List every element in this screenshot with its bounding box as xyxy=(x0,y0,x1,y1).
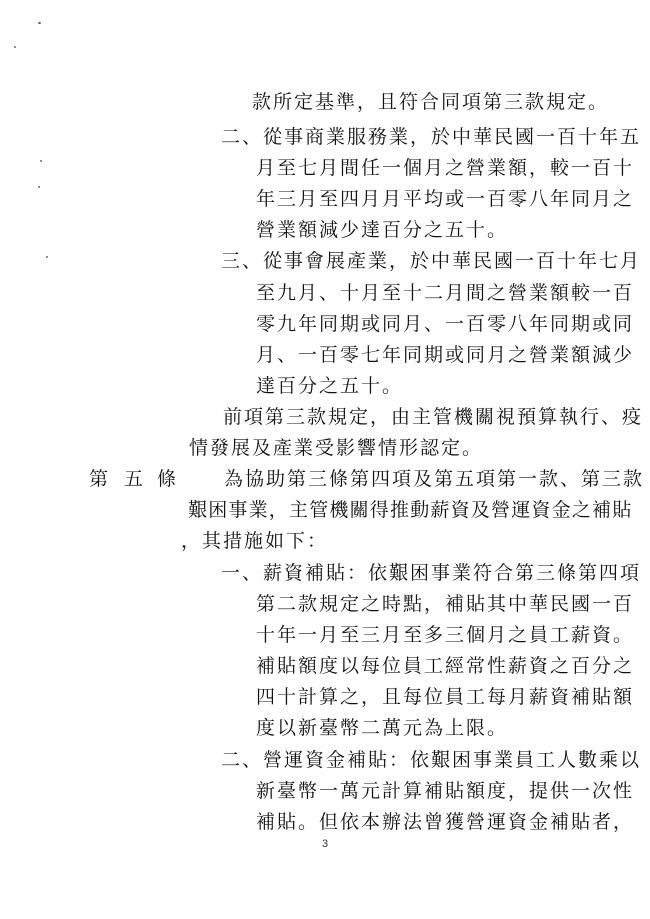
article-label-char: 條 xyxy=(157,468,177,490)
list-item-line: 補貼額度以每位員工經常性薪資之百分之 xyxy=(256,655,635,677)
scan-speck xyxy=(38,22,41,24)
list-item-line: 第二款規定之時點，補貼其中華民國一百 xyxy=(256,593,635,615)
list-item-line: 一、薪資補貼：依艱困事業符合第三條第四項 xyxy=(221,562,642,584)
page-number: 3 xyxy=(321,838,329,850)
text-line: 二、從事商業服務業，於中華民國一百十年五 xyxy=(221,126,642,148)
scan-speck xyxy=(14,46,16,48)
text-line: 營業額減少達百分之五十。 xyxy=(256,219,509,241)
article-label-char: 五 xyxy=(124,468,144,490)
article-label-char: 第 xyxy=(89,468,109,490)
list-item-line: 二、營運資金補貼：依艱困事業員工人數乘以 xyxy=(221,749,642,771)
text-line: 至九月、十月至十二月間之營業額較一百 xyxy=(256,282,635,304)
list-item-line: 十年一月至三月至多三個月之員工薪資。 xyxy=(256,624,635,646)
scan-speck xyxy=(40,160,42,162)
scan-speck xyxy=(38,186,40,188)
article-label xyxy=(0,466,200,492)
scan-speck xyxy=(46,256,48,258)
text-line: 情發展及產業受影響情形認定。 xyxy=(189,437,484,459)
list-item-line: 四十計算之，且每位員工每月薪資補貼額 xyxy=(256,686,635,708)
text-line: 款所定基準，且符合同項第三款規定。 xyxy=(252,91,610,113)
text-line: 達百分之五十。 xyxy=(256,375,404,397)
text-line: 三、從事會展產業，於中華民國一百十年七月 xyxy=(221,250,642,272)
article-text-line: 為協助第三條第四項及第五項第一款、第三款 xyxy=(224,468,645,490)
text-line: 月、一百零七年同期或同月之營業額減少 xyxy=(256,344,635,366)
list-item-line: 補貼。但依本辦法曾獲營運資金補貼者， xyxy=(256,811,635,833)
text-line: 零九年同期或同月、一百零八年同期或同 xyxy=(256,313,635,335)
text-line: 月至七月間任一個月之營業額，較一百十 xyxy=(256,157,635,179)
text-line: 年三月至四月月平均或一百零八年同月之 xyxy=(256,188,635,210)
article-text-line: 艱困事業，主管機關得推動薪資及營運資金之補貼 xyxy=(188,499,633,521)
text-line: 前項第三款規定，由主管機關視預算執行、疫 xyxy=(223,406,644,428)
list-item-line: 度以新臺幣二萬元為上限。 xyxy=(256,717,509,739)
article-text-line: ，其措施如下： xyxy=(181,530,329,552)
list-item-line: 新臺幣一萬元計算補貼額度，提供一次性 xyxy=(256,780,635,802)
